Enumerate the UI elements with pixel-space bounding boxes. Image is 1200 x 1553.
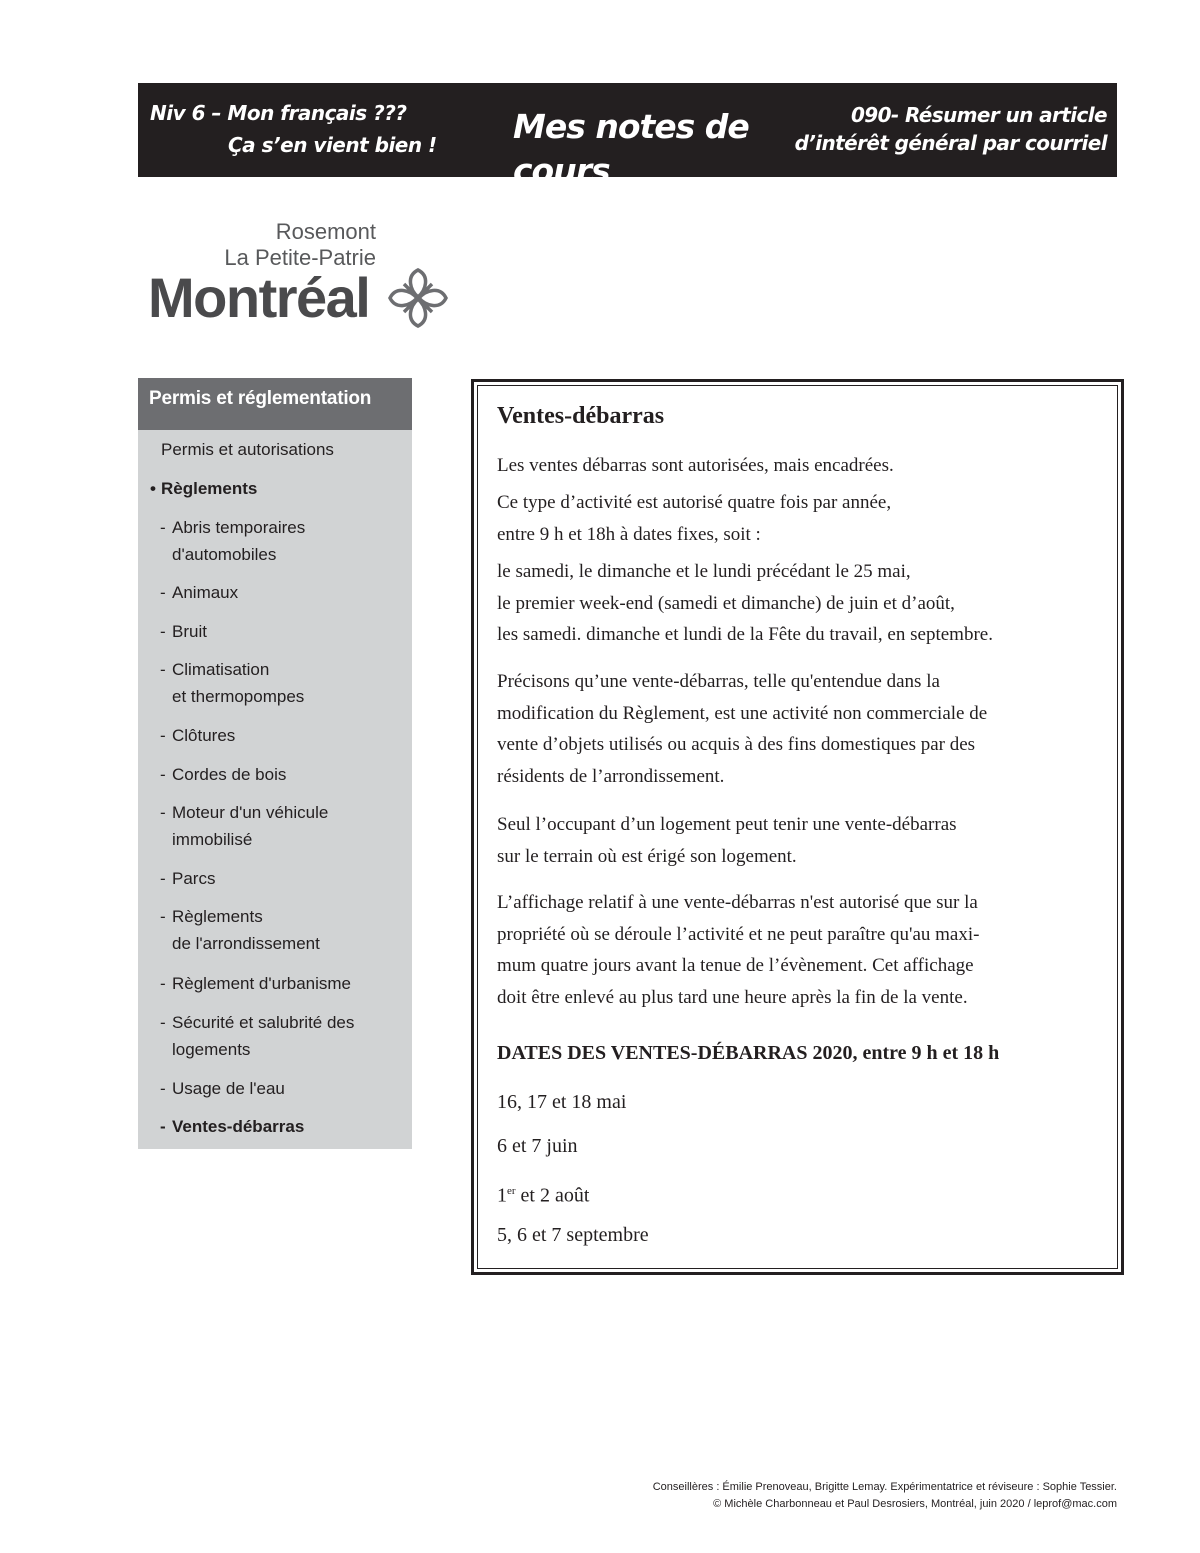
sidebar-item-label: Cordes de bois [172, 765, 287, 784]
article-paragraph: Précisons qu’une vente-débarras, telle qu'entendue dans la modification du Règlement, est une activité non commerciale de vente d’objets utilisés ou acquis à des fins domestiques par des résidents de l’arrondissement. [497, 671, 988, 787]
page-footer [653, 1479, 1117, 1513]
sidebar-item-label: Moteur d'un véhicule immobilisé [172, 803, 329, 849]
footer-copyright: © Michèle Charbonneau et Paul Desrosiers, Montréal, juin 2020 / leprof@mac.com [713, 1498, 1117, 1510]
course-level-line1: Niv 6 – Mon français ??? [150, 101, 407, 125]
sidebar-item-label: Climatisation et thermopompes [172, 660, 305, 706]
sidebar-item-label: Animaux [172, 583, 239, 602]
article-paragraph: Seul l’occupant d’un logement peut tenir une vente-débarras sur le terrain où est érigé son logement. [497, 814, 957, 867]
lesson-title [795, 101, 1107, 157]
logo-city-name: Montréal [148, 266, 370, 329]
date-item: 6 et 7 juin [497, 1135, 578, 1157]
footer-credits: Conseillères : Émilie Prenoveau, Brigitte Lemay. Expérimentatrice et réviseure : Sophie Tessier. [652, 1481, 1117, 1493]
page-header [138, 83, 1117, 190]
sidebar-item-label: Parcs [172, 869, 216, 888]
dash: - [160, 726, 166, 745]
sidebar-title: Permis et réglementation [138, 378, 412, 430]
dash: - [160, 518, 166, 537]
dash: - [160, 660, 166, 679]
dash: - [160, 765, 166, 784]
lesson-title-line1: 090- Résumer un article [850, 103, 1107, 127]
logo-borough-line1: Rosemont [275, 219, 376, 244]
date-item: 1er et 2 août [497, 1184, 590, 1207]
sidebar-item-label: Règlement d'urbanisme [172, 974, 352, 993]
dash: - [160, 1013, 166, 1032]
bullet: • [150, 479, 156, 498]
article-intro: Les ventes débarras sont autorisées, mais encadrées. [497, 455, 894, 476]
dash: - [160, 907, 166, 926]
rosette-icon [384, 264, 452, 332]
date-item: 5, 6 et 7 septembre [497, 1224, 649, 1246]
article-paragraph: L’affichage relatif à une vente-débarras n'est autorisé que sur la propriété où se déroule l’activité et ne peut paraître qu'au maxi- mum quatre jours avant la tenue de l’évènement. Cet affichage doit être enlevé au plus tard une heure après la fin de la vente. [497, 892, 980, 1008]
article-title: Ventes-débarras [497, 403, 665, 429]
sidebar-item-label: Sécurité et salubrité des logements [172, 1013, 355, 1059]
course-level-line2: Ça s’en vient bien ! [228, 133, 437, 157]
dash: - [160, 869, 166, 888]
sidebar-item-label: Clôtures [172, 726, 236, 745]
dash: - [160, 1117, 166, 1136]
sidebar-nav [138, 378, 412, 1149]
dash: - [160, 803, 166, 822]
dates-heading: DATES DES VENTES-DÉBARRAS 2020, entre 9 h et 18 h [497, 1042, 1000, 1064]
course-level [150, 97, 437, 161]
article-paragraph: Ce type d’activité est autorisé quatre fois par année, entre 9 h et 18h à dates fixes, soit : [497, 492, 892, 545]
dash: - [160, 1079, 166, 1098]
sidebar-item-label: Usage de l'eau [172, 1079, 285, 1098]
montreal-logo [148, 218, 468, 336]
dash: - [160, 622, 166, 641]
sidebar-item-label: Abris temporaires d'automobiles [172, 518, 306, 564]
dash: - [160, 583, 166, 602]
sidebar-item-label: Permis et autorisations [161, 440, 334, 459]
dash: - [160, 974, 166, 993]
sidebar-item-label: Ventes-débarras [172, 1117, 305, 1136]
sidebar-item-label: Règlements [161, 479, 258, 498]
article-paragraph: le samedi, le dimanche et le lundi précédant le 25 mai, le premier week-end (samedi et dimanche) de juin et d’août, les samedi. dimanche et lundi de la Fête du travail, en septembre. [497, 561, 993, 645]
logo-borough-line2: La Petite-Patrie [224, 245, 376, 270]
lesson-title-line2: d’intérêt général par courriel [794, 131, 1107, 155]
page-title: Mes notes de cours [513, 107, 749, 190]
date-item: 16, 17 et 18 mai [497, 1091, 627, 1113]
sidebar-item-label: Règlements de l'arrondissement [172, 907, 320, 953]
sidebar-item-label: Bruit [172, 622, 207, 641]
